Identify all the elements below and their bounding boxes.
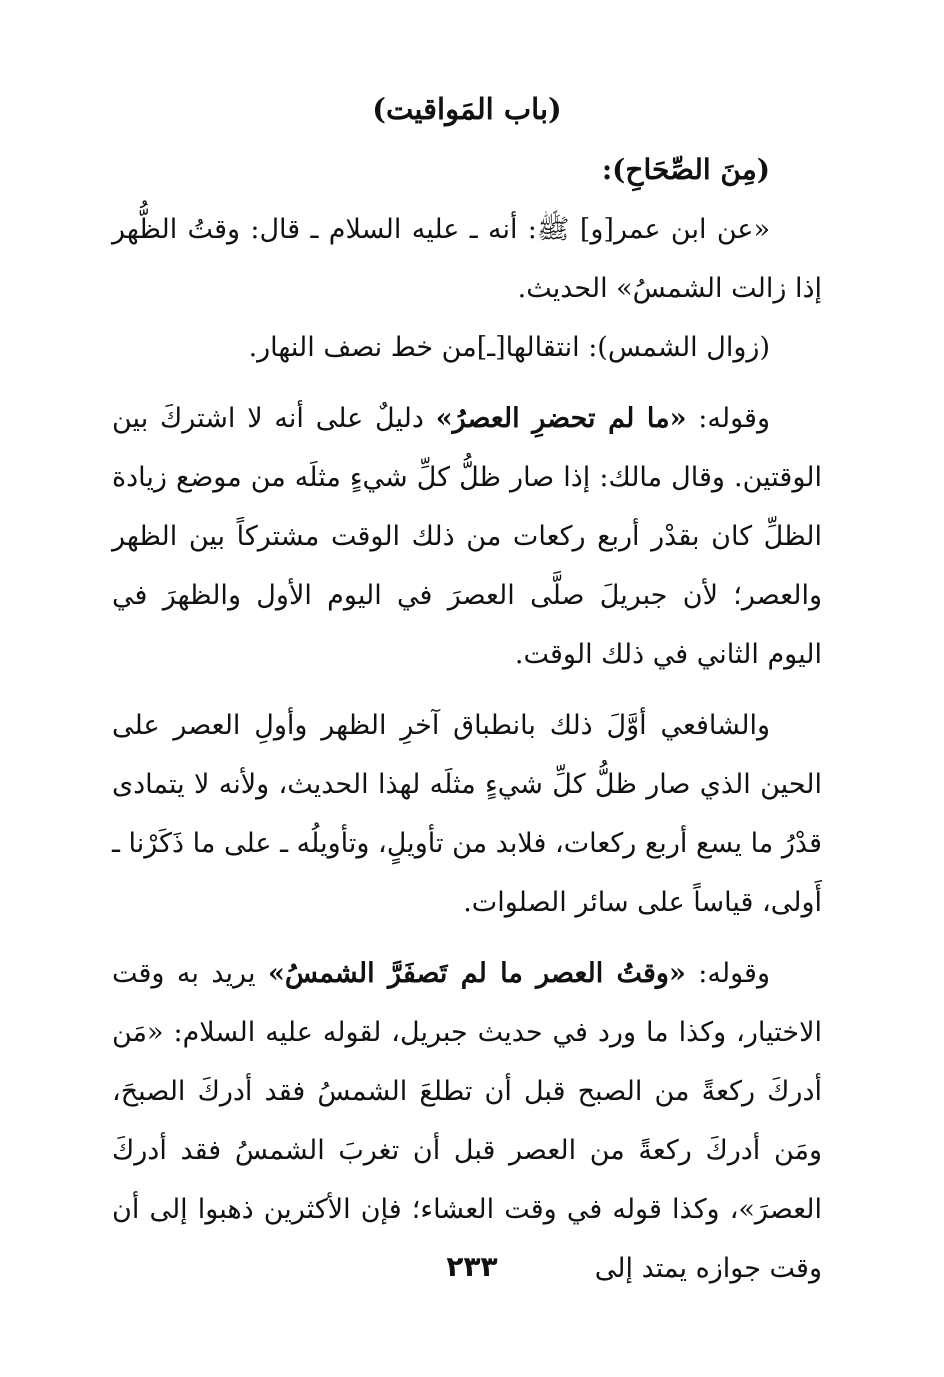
paragraph-hadith: «عن ابن عمر[و] ﷺ: أنه ـ عليه السلام ـ قال: وقتُ الظُّهر إذا زالت الشمسُ» الحديث. — [112, 214, 822, 304]
paragraph-gap — [112, 377, 822, 389]
chapter-title: (باب المَواقيت) — [372, 92, 562, 126]
paragraph-asr-text: دليلٌ على أنه لا اشتركَ بين الوقتين. وقال مالك: إذا صار ظلُّ كلِّ شيءٍ مثلَه من موضع زيادة الظلِّ كان بقدْر أربع ركعات من ذلك الوقت مشتركاً بين الظهر والعصر؛ لأن جبريلَ صلَّى العصرَ في اليوم الأول والظهرَ في اليوم الثاني في ذلك الوقت. — [112, 403, 822, 670]
paragraph-asr-prefix: وقوله: — [686, 403, 770, 434]
page-body — [112, 80, 822, 1298]
paragraph-asr-time — [112, 944, 822, 1298]
quoted-hadith-phrase: «وقتُ العصر ما لم تَصفَرَّ الشمسُ» — [267, 958, 686, 989]
paragraph-asr — [112, 389, 822, 684]
paragraph-shafii: والشافعي أوَّلَ ذلك بانطباق آخرِ الظهر وأولِ العصر على الحين الذي صار ظلُّ كلِّ شيءٍ مثلَه لهذا الحديث، ولأنه لا يتمادى قدْرُ ما يسع أربع ركعات، فلابد من تأويلٍ، وتأويلُه ـ على ما ذَكَرْنا ـ أَولى، قياساً على سائر الصلوات. — [112, 710, 822, 918]
quoted-hadith-phrase: «ما لم تحضرِ العصرُ» — [435, 403, 687, 434]
page-number: ٢٣٣ — [446, 1250, 498, 1283]
paragraph-gap — [112, 684, 822, 696]
paragraph-asr-time-prefix: وقوله: — [685, 958, 770, 989]
paragraph-asr-time-text: يريد به وقت الاختيار، وكذا ما ورد في حديث جبريل، لقوله عليه السلام: «مَن أدركَ ركعةً من الصبح قبل أن تطلعَ الشمسُ فقد أدركَ الصبحَ، ومَن أدركَ ركعةً من العصر قبل أن تغربَ الشمسُ فقد أدركَ العصرَ»، وكذا قوله في وقت العشاء؛ فإن الأكثرين ذهبوا إلى أن وقت جوازه يمتد إلى — [112, 958, 822, 1284]
section-label: (مِنَ الصِّحَاحِ): — [601, 153, 770, 186]
paragraph-zawal: (زوال الشمس): انتقالها[ـ]من خط نصف النهار. — [248, 332, 770, 363]
paragraph-gap — [112, 932, 822, 944]
